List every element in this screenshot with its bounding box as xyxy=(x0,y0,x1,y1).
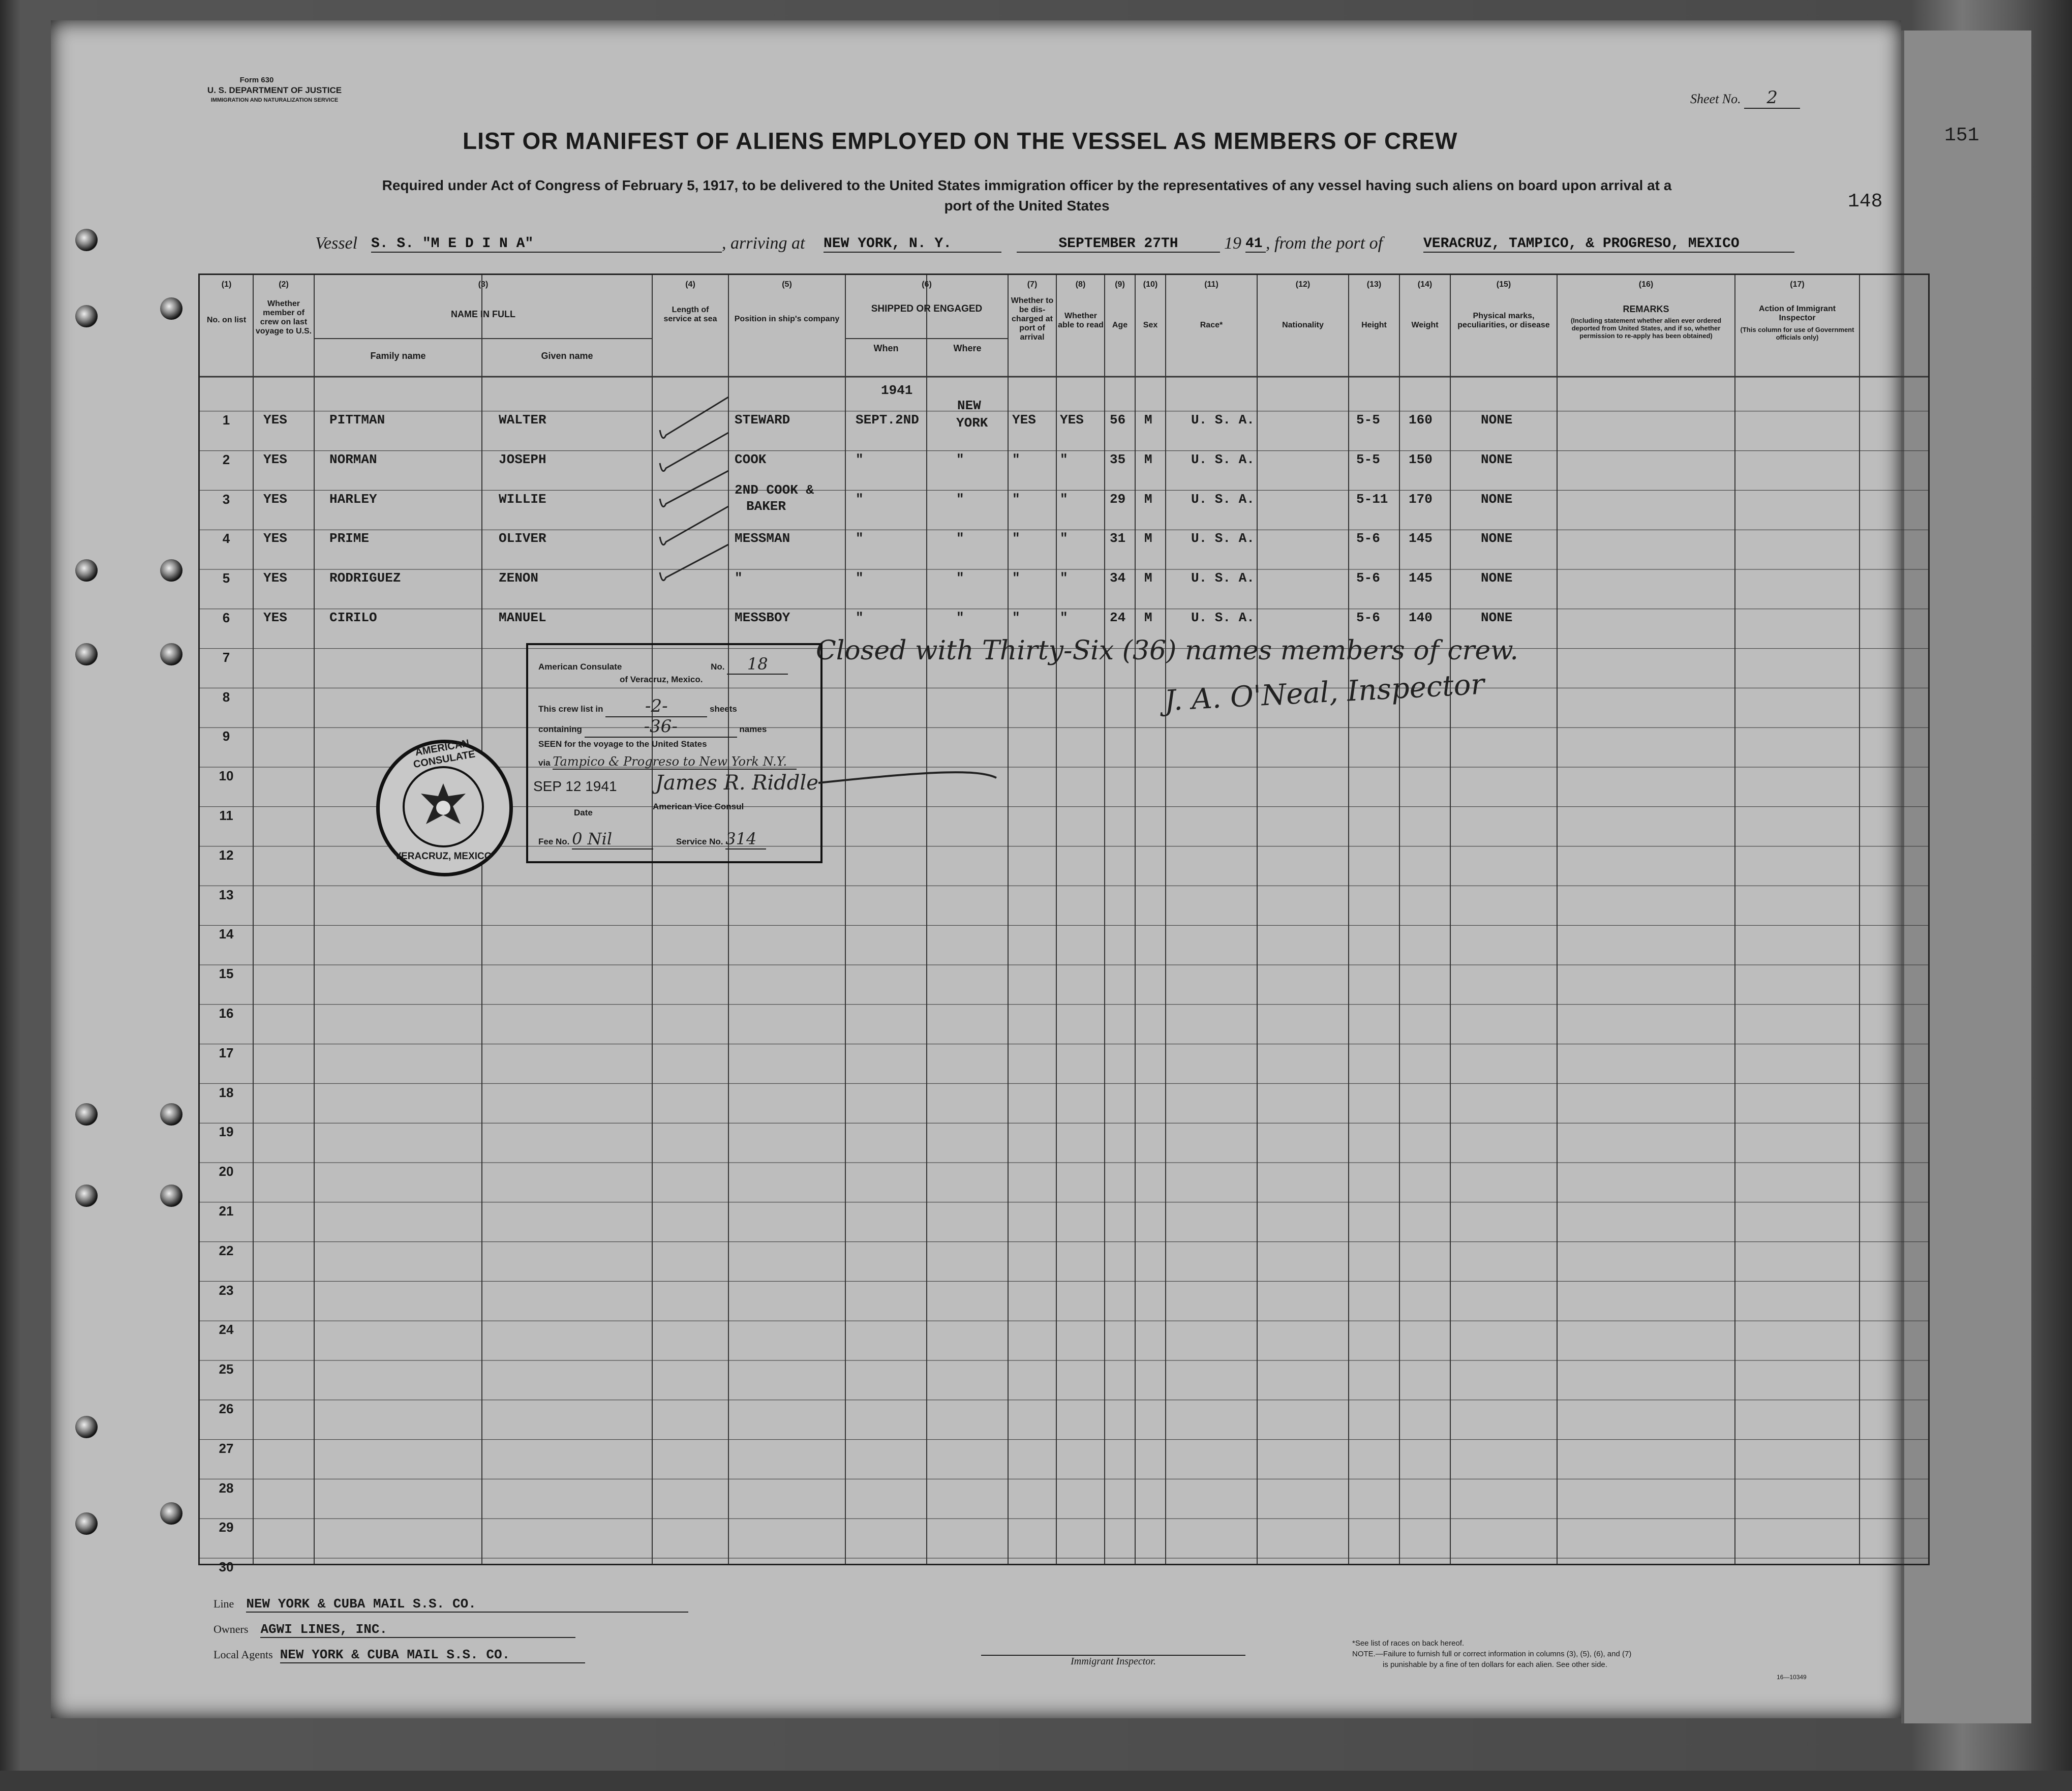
sheet-label: Sheet No. xyxy=(1690,92,1741,106)
height-cell: 5-11 xyxy=(1356,491,1388,507)
able-to-read-cell: " xyxy=(1060,531,1068,547)
stamp-service-label: Service No. xyxy=(676,837,723,846)
last-voyage-cell: YES xyxy=(263,451,287,467)
stamp-consulate: American Consulate xyxy=(538,662,622,672)
family-name-cell: NORMAN xyxy=(329,451,377,467)
stamp-fee-line xyxy=(538,829,766,849)
footer-note-penalty-1: NOTE.—Failure to furnish full or correct information in columns (3), (5), (6), and (7) xyxy=(1352,1650,1632,1658)
physical-marks-cell: NONE xyxy=(1481,610,1513,625)
col3a-header: Family name xyxy=(370,351,426,361)
footer-owners-label: Owners xyxy=(214,1623,249,1635)
footer-agents-label: Local Agents xyxy=(214,1648,273,1661)
shipped-when-cell: " xyxy=(856,491,864,507)
col14-num: (14) xyxy=(1417,280,1433,289)
stamp-sheets-line xyxy=(538,696,737,717)
given-name-cell: ZENON xyxy=(499,570,539,586)
able-to-read-cell: " xyxy=(1060,570,1068,586)
stamp-fee-value: 0 Nil xyxy=(572,829,653,849)
col16-num: (16) xyxy=(1638,280,1654,289)
weight-cell: 170 xyxy=(1409,491,1433,507)
footer-owners-value: AGWI LINES, INC. xyxy=(260,1622,575,1638)
row-number: 21 xyxy=(219,1203,234,1219)
last-voyage-cell: YES xyxy=(263,570,287,586)
year-suffix: 41 xyxy=(1245,236,1266,253)
crew-table-lines xyxy=(200,275,1928,1564)
race-cell: U. S. A. xyxy=(1191,610,1255,625)
col6-num: (6) xyxy=(922,280,932,289)
stamp-sheets-intro: This crew list in xyxy=(538,704,603,714)
col12-header: Nationality xyxy=(1282,321,1324,329)
row-number: 9 xyxy=(222,728,230,744)
binder-hole xyxy=(75,559,98,582)
stamp-service-value: 314 xyxy=(725,829,766,849)
vessel-name: S. S. "M E D I N A" xyxy=(371,236,722,253)
row-number: 22 xyxy=(219,1242,234,1258)
shipped-where-cell: " xyxy=(956,531,964,547)
binder-hole xyxy=(75,1512,98,1535)
position-cell: STEWARD xyxy=(735,412,790,428)
crew-table xyxy=(198,274,1930,1575)
physical-marks-cell: NONE xyxy=(1481,412,1513,428)
stamp-date-label: Date xyxy=(574,808,593,817)
able-to-read-cell: " xyxy=(1060,491,1068,507)
position-cell: BAKER xyxy=(746,498,786,514)
vessel-line xyxy=(315,234,1891,259)
shipped-where-cell: " xyxy=(956,570,964,586)
age-cell: 34 xyxy=(1110,570,1126,586)
seal-text-top: AMERICAN CONSULATE xyxy=(412,737,476,771)
sex-cell: M xyxy=(1144,531,1152,547)
col3-header: NAME IN FULL xyxy=(451,309,515,319)
col5-header: Position in ship's company xyxy=(734,315,840,323)
footer-agents-row xyxy=(214,1647,722,1663)
col12-num: (12) xyxy=(1295,280,1311,289)
row-number: 1 xyxy=(222,412,230,428)
col7-num: (7) xyxy=(1027,280,1038,289)
row-number: 16 xyxy=(219,1006,234,1021)
shipped-where-cell: " xyxy=(956,491,964,507)
race-cell: U. S. A. xyxy=(1191,412,1255,428)
consulate-stamp xyxy=(526,643,822,863)
binder-hole xyxy=(75,305,98,327)
manifest-page xyxy=(51,20,1979,1718)
col17-num: (17) xyxy=(1790,280,1805,289)
given-name-cell: WALTER xyxy=(499,412,546,428)
position-cell: MESSMAN xyxy=(735,531,790,547)
able-to-read-cell: " xyxy=(1060,451,1068,467)
last-voyage-cell: YES xyxy=(263,491,287,507)
footer-line-row xyxy=(214,1596,722,1613)
row-number: 19 xyxy=(219,1124,234,1140)
family-name-cell: PITTMAN xyxy=(329,412,385,428)
row-number: 27 xyxy=(219,1440,234,1456)
col1-header: No. on list xyxy=(206,316,247,324)
sheet-number: 2 xyxy=(1744,87,1800,109)
row-number: 13 xyxy=(219,887,234,902)
footer-agents-value: NEW YORK & CUBA MAIL S.S. CO. xyxy=(280,1647,585,1663)
last-voyage-cell: YES xyxy=(263,610,287,625)
col11-num: (11) xyxy=(1204,280,1218,289)
row-number: 14 xyxy=(219,926,234,942)
stamp-sheets-label: sheets xyxy=(710,704,737,714)
page-stamp-148: 148 xyxy=(1848,191,1883,213)
given-name-cell: WILLIE xyxy=(499,491,546,507)
height-cell: 5-6 xyxy=(1356,570,1380,586)
col9-header: Age xyxy=(1112,321,1128,329)
stamp-via-label: via xyxy=(538,758,551,768)
footer-inspector-line: Immigrant Inspector. xyxy=(981,1655,1245,1667)
discharged-cell: " xyxy=(1012,531,1020,547)
physical-marks-cell: NONE xyxy=(1481,570,1513,586)
row-number: 15 xyxy=(219,966,234,982)
department-name: U. S. DEPARTMENT OF JUSTICE xyxy=(207,85,342,95)
row-number: 2 xyxy=(222,451,230,467)
footer-line-label: Line xyxy=(214,1597,234,1610)
col16-subheader: (Including statement whether alien ever ordered deported from United States, and if so, whether permission to re-apply has been obtained) xyxy=(1570,317,1722,340)
age-cell: 56 xyxy=(1110,412,1126,428)
col3-num: (3) xyxy=(478,280,489,289)
page-stamp-151: 151 xyxy=(1944,125,1979,146)
binder-hole xyxy=(160,297,182,320)
shipped-where-cell: " xyxy=(956,610,964,625)
position-cell: COOK xyxy=(735,451,767,467)
row-number: 18 xyxy=(219,1084,234,1100)
binder-hole xyxy=(75,1103,98,1126)
col6-header: SHIPPED OR ENGAGED xyxy=(871,303,983,314)
shipped-when-cell: SEPT.2ND xyxy=(856,412,919,428)
stamp-seen-line: SEEN for the voyage to the United States xyxy=(538,739,707,749)
binder-hole xyxy=(160,1185,182,1207)
last-voyage-cell: YES xyxy=(263,412,287,428)
col9-num: (9) xyxy=(1115,280,1125,289)
age-cell: 29 xyxy=(1110,491,1126,507)
row-number: 30 xyxy=(219,1559,234,1575)
able-to-read-cell: " xyxy=(1060,610,1068,625)
weight-cell: 145 xyxy=(1409,531,1433,547)
shipped-where-cell: YORK xyxy=(956,415,988,431)
stamp-names-line xyxy=(538,716,767,738)
col16-header: REMARKS xyxy=(1623,304,1669,314)
row-number: 20 xyxy=(219,1164,234,1179)
position-cell: MESSBOY xyxy=(735,610,790,625)
row-number: 26 xyxy=(219,1401,234,1416)
sex-cell: M xyxy=(1144,491,1152,507)
row-number: 7 xyxy=(222,649,230,665)
shipped-when-cell: " xyxy=(856,610,864,625)
stamp-no-label: No. xyxy=(711,662,725,672)
col11-header: Race* xyxy=(1200,321,1223,329)
row-number: 10 xyxy=(219,768,234,784)
arrival-port: NEW YORK, N. Y. xyxy=(824,236,1001,253)
col6a-header: When xyxy=(873,343,899,353)
col6b-header: Where xyxy=(953,343,982,353)
race-cell: U. S. A. xyxy=(1191,451,1255,467)
stamp-names-intro: containing xyxy=(538,724,582,734)
age-cell: 35 xyxy=(1110,451,1126,467)
stamp-vice-consul: American Vice Consul xyxy=(653,802,744,811)
stamp-sheets-value: -2- xyxy=(605,696,707,717)
discharged-cell: " xyxy=(1012,451,1020,467)
stamp-via-line xyxy=(538,754,797,770)
vessel-label: Vessel xyxy=(315,234,358,253)
col15-num: (15) xyxy=(1496,280,1511,289)
sex-cell: M xyxy=(1144,412,1152,428)
stamp-no-value: 18 xyxy=(727,654,788,675)
seal-text-bottom: VERACRUZ, MEXICO xyxy=(394,851,492,862)
sheet-number-field xyxy=(1690,87,1800,109)
able-to-read-cell: YES xyxy=(1060,412,1084,428)
binder-hole xyxy=(160,643,182,665)
height-cell: 5-5 xyxy=(1356,451,1380,467)
shipped-when-cell: " xyxy=(856,451,864,467)
shipped-when-cell: " xyxy=(856,570,864,586)
discharged-cell: " xyxy=(1012,491,1020,507)
footer-note-races: *See list of races on back hereof. xyxy=(1352,1639,1465,1648)
height-cell: 5-5 xyxy=(1356,412,1380,428)
closed-annotation: Closed with Thirty-Six (36) names members of crew. xyxy=(816,635,1518,666)
footer-form-code: 16—10349 xyxy=(1777,1674,1807,1681)
shipped-when-cell: " xyxy=(856,531,864,547)
shipped-where-cell: " xyxy=(956,451,964,467)
stamp-city: of Veracruz, Mexico. xyxy=(620,675,703,684)
col4-header: Length of service at sea xyxy=(663,306,717,323)
binder-hole xyxy=(75,643,98,665)
col17-header: Action of Immigrant Inspector xyxy=(1758,305,1836,322)
col15-header: Physical marks, peculiarities, or disease xyxy=(1457,312,1550,329)
stamp-consulate-line xyxy=(538,654,788,675)
binder-hole xyxy=(160,1103,182,1126)
col17-subheader: (This column for use of Government officials only) xyxy=(1740,326,1854,341)
col7-header: Whether to be dis-charged at port of arrival xyxy=(1011,296,1054,342)
discharged-cell: " xyxy=(1012,610,1020,625)
binder-hole xyxy=(160,1502,182,1525)
col1-num: (1) xyxy=(221,280,232,289)
seal-eagle-emblem xyxy=(403,766,484,847)
arrival-date: SEPTEMBER 27TH xyxy=(1017,236,1220,253)
from-label: , from the port of xyxy=(1266,234,1383,253)
binder-hole xyxy=(75,1185,98,1207)
family-name-cell: HARLEY xyxy=(329,491,377,507)
inspector-signature: J. A. O'Neal, Inspector xyxy=(1163,667,1485,718)
col8-header: Whether able to read xyxy=(1058,312,1104,329)
row-number: 4 xyxy=(222,531,230,547)
age-cell: 31 xyxy=(1110,531,1126,547)
consulate-seal xyxy=(376,737,513,876)
age-cell: 24 xyxy=(1110,610,1126,625)
row-number: 3 xyxy=(222,491,230,507)
stamp-via-value: Tampico & Progreso to New York N.Y. xyxy=(553,754,797,770)
col2-num: (2) xyxy=(279,280,289,289)
row-number: 11 xyxy=(219,808,233,823)
col3b-header: Given name xyxy=(541,351,593,361)
family-name-cell: CIRILO xyxy=(329,610,377,625)
weight-cell: 145 xyxy=(1409,570,1433,586)
col10-num: (10) xyxy=(1143,280,1158,289)
shipped-year: 1941 xyxy=(881,383,913,398)
year-prefix: 19 xyxy=(1224,234,1241,253)
given-name-cell: MANUEL xyxy=(499,610,546,625)
shipped-where-cell: NEW xyxy=(957,398,981,413)
col5-num: (5) xyxy=(782,280,792,289)
row-number: 24 xyxy=(219,1322,234,1338)
height-cell: 5-6 xyxy=(1356,531,1380,547)
stamp-fee-label: Fee No. xyxy=(538,837,570,846)
family-name-cell: RODRIGUEZ xyxy=(329,570,401,586)
position-cell: " xyxy=(735,570,743,586)
sex-cell: M xyxy=(1144,610,1152,625)
stamp-date-value: SEP 12 1941 xyxy=(533,778,617,794)
physical-marks-cell: NONE xyxy=(1481,451,1513,467)
row-number: 12 xyxy=(219,847,234,863)
binder-hole xyxy=(75,1416,98,1438)
race-cell: U. S. A. xyxy=(1191,491,1255,507)
sex-cell: M xyxy=(1144,570,1152,586)
page-title: LIST OR MANIFEST OF ALIENS EMPLOYED ON THE VESSEL AS MEMBERS OF CREW xyxy=(463,128,1458,154)
family-name-cell: PRIME xyxy=(329,531,370,547)
footer-line-value: NEW YORK & CUBA MAIL S.S. CO. xyxy=(246,1596,688,1613)
col13-num: (13) xyxy=(1366,280,1382,289)
last-voyage-cell: YES xyxy=(263,531,287,547)
row-number: 23 xyxy=(219,1282,234,1298)
col2-header: Whether member of crew on last voyage to U.S. xyxy=(255,299,312,336)
row-number: 6 xyxy=(222,610,230,625)
row-number: 25 xyxy=(219,1361,234,1377)
eagle-icon xyxy=(405,768,482,845)
row-number: 28 xyxy=(219,1480,234,1496)
col10-header: Sex xyxy=(1143,321,1158,329)
row-number: 29 xyxy=(219,1520,234,1535)
row-number: 5 xyxy=(222,570,230,586)
given-name-cell: OLIVER xyxy=(499,531,546,547)
given-name-cell: JOSEPH xyxy=(499,451,546,467)
sex-cell: M xyxy=(1144,451,1152,467)
arriving-label: , arriving at xyxy=(722,234,805,253)
race-cell: U. S. A. xyxy=(1191,531,1255,547)
page-subtitle-line1: Required under Act of Congress of February 5, 1917, to be delivered to the United States immigration officer by the representatives of any vessel having such aliens on board upon arrival at a xyxy=(382,177,1672,193)
row-number: 17 xyxy=(219,1045,234,1060)
service-name: IMMIGRATION AND NATURALIZATION SERVICE xyxy=(210,97,339,103)
binder-hole xyxy=(160,559,182,582)
position-cell: 2ND COOK & xyxy=(735,482,814,498)
footer-note-penalty-2: is punishable by a fine of ten dollars for each alien. See other side. xyxy=(1383,1660,1607,1669)
col13-header: Height xyxy=(1361,321,1387,329)
discharged-cell: " xyxy=(1012,570,1020,586)
stamp-names-value: -36- xyxy=(585,716,737,738)
from-port: VERACRUZ, TAMPICO, & PROGRESO, MEXICO xyxy=(1423,236,1794,253)
footer-owners-row xyxy=(214,1622,722,1638)
stamp-signer: James R. Riddle xyxy=(655,771,818,795)
page-subtitle-line2: port of the United States xyxy=(944,198,1110,214)
physical-marks-cell: NONE xyxy=(1481,491,1513,507)
col8-num: (8) xyxy=(1075,280,1086,289)
form-number: Form 630 xyxy=(239,76,274,84)
weight-cell: 150 xyxy=(1409,451,1433,467)
physical-marks-cell: NONE xyxy=(1481,531,1513,547)
row-number: 8 xyxy=(222,689,230,705)
weight-cell: 140 xyxy=(1409,610,1433,625)
discharged-cell: YES xyxy=(1012,412,1036,428)
height-cell: 5-6 xyxy=(1356,610,1380,625)
binder-hole xyxy=(75,229,98,251)
col14-header: Weight xyxy=(1411,321,1439,329)
col4-num: (4) xyxy=(685,280,695,289)
weight-cell: 160 xyxy=(1409,412,1433,428)
stamp-names-label: names xyxy=(739,724,767,734)
race-cell: U. S. A. xyxy=(1191,570,1255,586)
